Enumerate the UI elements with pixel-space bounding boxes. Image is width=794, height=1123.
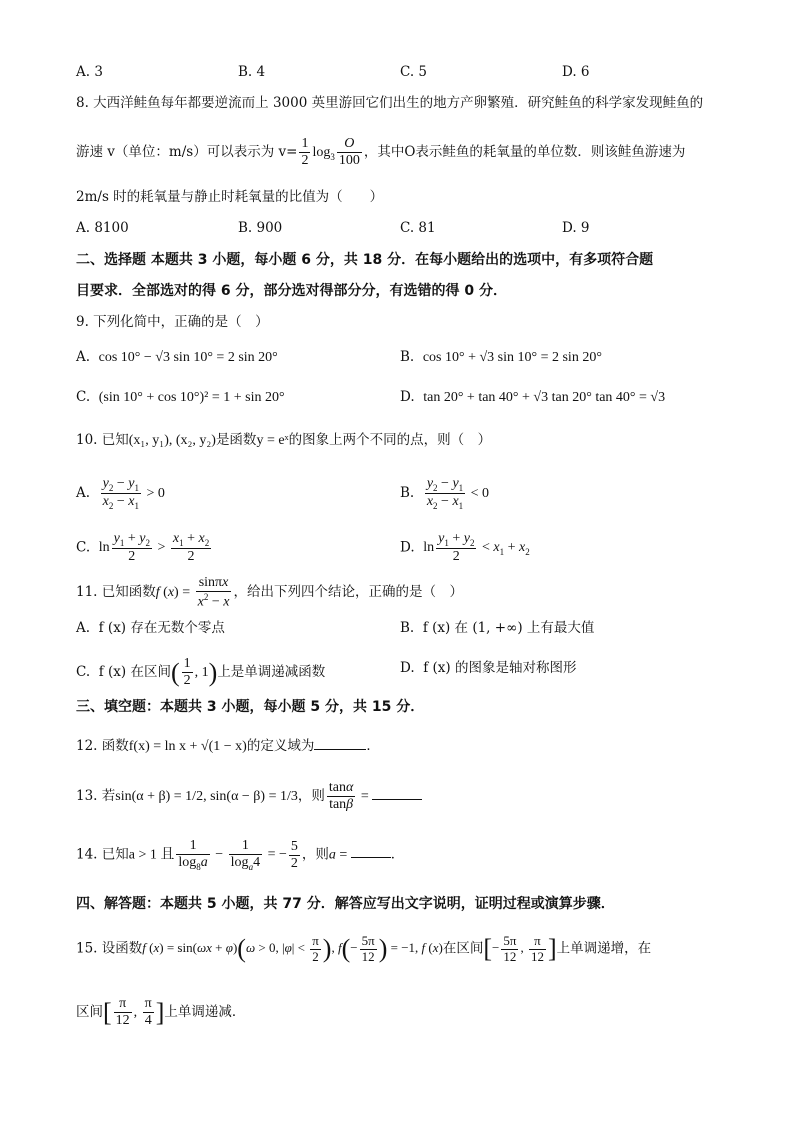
- q11-option-d-label: D.: [400, 660, 415, 676]
- q11-option-d: [400, 662, 576, 676]
- q8-line1: 8. 大西洋鲑鱼每年都要逆流而上 3000 英里游回它们出生的地方产卵繁殖．研究鲑鱼的科学家发现鲑鱼的: [76, 95, 704, 111]
- q14-pre: 14. 已知: [76, 846, 129, 863]
- q10-option-d: D. ln $\frac{y_1 + y_2}{2}$ < $x_1 + x_2$: [400, 531, 530, 565]
- section-4-heading: 四、解答题：本题共 5 小题，共 77 分．解答应写出文字说明，证明过程或演算步骤．: [76, 896, 615, 912]
- q11-stem-pre: 11. 已知函数: [76, 584, 156, 601]
- q9-option-d-text: tan 20° + tan 40° + √3 tan 20° tan 40° = √3: [423, 390, 666, 405]
- q11-option-c: C. f (x) 在区间( $\frac{1}{2}$ , 1)上是单调递减函数: [76, 656, 326, 689]
- q11-option-c-label: C.: [76, 663, 91, 680]
- q12-end: ．: [366, 738, 380, 754]
- q13-cond: sin(α + β) = 1/2, sin(α − β) = 1/3: [115, 788, 298, 804]
- q10-option-b-label: B.: [400, 484, 415, 501]
- q9-option-a-text: cos 10° − √3 sin 10° = 2 sin 20°: [98, 350, 278, 365]
- q8-formula: $\frac{1}{2}$ $\log_3$ $\frac{O}{100}$: [301, 136, 360, 169]
- q9-option-c-text: (sin 10° + cos 10°)² = 1 + sin 20°: [98, 390, 285, 405]
- q8-line3: 2m/s 时的耗氧量与静止时耗氧量的比值为（ ）: [76, 189, 384, 205]
- q15-line2: 区间[ $\frac{\pi}{12}$ , $\frac{\pi}{4}$ ]上单调递减．: [76, 996, 246, 1029]
- q12-expr: f(x) = ln x + √(1 − x): [128, 739, 247, 754]
- q15-line2-post: 上单调递减．: [164, 1003, 246, 1020]
- q10-option-d-label: D.: [400, 539, 415, 556]
- q7-option-c: C. 5: [400, 64, 428, 80]
- q10-option-c: C. ln $\frac{y_1 + y_2}{2}$ > $\frac{x_1 + x_2}{2}$: [76, 531, 210, 565]
- q11-option-a: [76, 622, 225, 636]
- q8-option-a: A. 8100: [76, 220, 129, 236]
- q11-option-b-text: f (x) 在 (1, +∞) 上有最大值: [422, 620, 595, 636]
- q11-option-b: [400, 622, 594, 636]
- section-2-heading-line2: 目要求．全部选对的得 6 分，部分选对得部分分，有选错的得 0 分．: [76, 283, 507, 299]
- q14-mid: ，则: [301, 846, 329, 863]
- q7-option-d: D. 6: [562, 64, 590, 80]
- q9-option-b: [400, 351, 602, 365]
- q8-text: 游速 v（单位：m/s）可以表示为 v=: [76, 143, 298, 160]
- q9-option-b-label: B.: [400, 349, 415, 365]
- q8-option-d: D. 9: [562, 220, 590, 236]
- q10-func: y = eˣ: [256, 433, 289, 448]
- q10-stem: [76, 434, 491, 448]
- section-3-heading: 三、填空题：本题共 3 小题，每小题 5 分，共 15 分．: [76, 699, 425, 715]
- q11-option-d-text: f (x) 的图象是轴对称图形: [423, 660, 577, 676]
- q14-answer-blank[interactable]: [351, 844, 391, 858]
- q11-stem-post: ，给出下列四个结论，正确的是（ ）: [233, 584, 463, 601]
- q10-option-a-label: A.: [76, 484, 91, 501]
- q15-post: 上单调递增，在: [556, 940, 652, 957]
- q7-option-a: A. 3: [76, 64, 103, 80]
- q10-points: (x₁, y₁), (x₂, y₂): [128, 433, 216, 448]
- q11-option-c-pre: f (x) 在区间: [98, 663, 171, 680]
- q10-option-b: B. $\frac{y_2 - y_1}{x_2 - x_1}$ < 0: [400, 476, 490, 511]
- q10-stem-pre: 10. 已知: [76, 432, 129, 448]
- q9-option-c-label: C.: [76, 389, 91, 405]
- q10-option-c-label: C.: [76, 539, 91, 556]
- q13-answer-blank[interactable]: [372, 786, 422, 800]
- q14: 14. 已知a > 1 且 $\frac{1}{\log_8a}$ − $\frac{1}{\log_a4}$ = − $\frac{5}{2}$ ，则a = ．: [76, 838, 405, 872]
- q9-stem: 9. 下列化简中，正确的是（ ）: [76, 314, 269, 330]
- q12: [76, 736, 380, 754]
- q12-post: 的定义域为: [246, 738, 315, 754]
- q9-option-c: [76, 391, 285, 405]
- q13-pre: 13. 若: [76, 787, 116, 804]
- q15-line1: 15. 设函数f (x) = sin(ωx + φ)(ω > 0, |φ| < $\frac{\pi}{2}$ ), f(− $\frac{5\pi}{12}$ ) = −1, f (x)在区间[− $\frac{5\pi}{12}$ , $\frac{\pi}{12}$ ]上单调递增，在: [76, 933, 652, 964]
- q12-pre: 12. 函数: [76, 738, 129, 754]
- q10-option-a: A. $\frac{y_2 - y_1}{x_2 - x_1}$ > 0: [76, 476, 165, 511]
- q15-mid: 在区间: [442, 940, 484, 957]
- q8-text-post: ，其中O表示鲑鱼的耗氧量的单位数．则该鲑鱼游速为: [363, 143, 686, 160]
- q15-pre: 15. 设函数: [76, 940, 143, 957]
- q11-option-c-post: 上是单调递减函数: [217, 663, 326, 680]
- q9-option-a: [76, 351, 278, 365]
- q9-option-d-label: D.: [400, 389, 415, 405]
- q15-line2-pre: 区间: [76, 1003, 103, 1020]
- q9-option-d: [400, 391, 665, 405]
- q14-end: ．: [390, 846, 405, 863]
- q9-option-b-text: cos 10° + √3 sin 10° = 2 sin 20°: [422, 350, 602, 365]
- q11-option-b-label: B.: [400, 620, 415, 636]
- q14-cond: a > 1 且: [128, 847, 175, 863]
- q12-answer-blank[interactable]: [314, 736, 366, 750]
- q11-function: f (x) = $\frac{\sin\pi x}{x^2 - x}$: [155, 575, 230, 610]
- q8-line2: [76, 136, 685, 169]
- q13: 13. 若sin(α + β) = 1/2, sin(α − β) = 1/3，则 $\frac{\tan\alpha}{\tan\beta}$ =: [76, 780, 422, 813]
- q13-mid: ，则: [297, 787, 325, 804]
- q11-option-a-text: f (x) 存在无数个零点: [98, 620, 225, 636]
- q8-option-b: B. 900: [238, 220, 283, 236]
- q7-option-b: B. 4: [238, 64, 266, 80]
- q8-option-c: C. 81: [400, 220, 436, 236]
- section-2-heading: 二、选择题 本题共 3 小题，每小题 6 分，共 18 分．在每小题给出的选项中，有多项符合题: [76, 252, 654, 268]
- q9-option-a-label: A.: [76, 349, 91, 365]
- q10-stem-mid: 是函数: [215, 432, 257, 448]
- q11-option-a-label: A.: [76, 620, 91, 636]
- q10-stem-post: 的图象上两个不同的点，则（ ）: [288, 432, 492, 448]
- q11-stem: [76, 575, 463, 611]
